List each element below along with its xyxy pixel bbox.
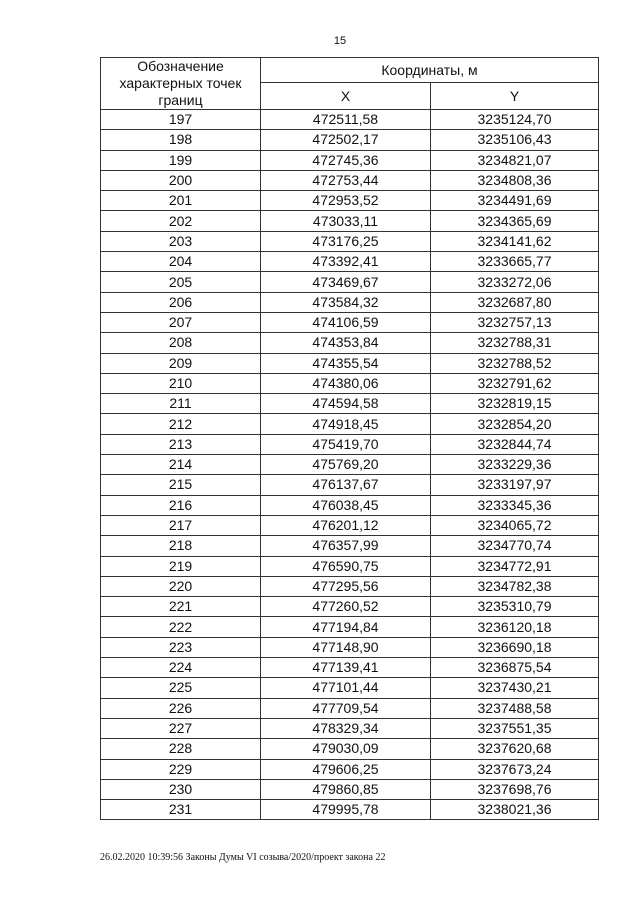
x-coordinate-cell: 473033,11	[261, 211, 431, 231]
x-coordinate-cell: 474353,84	[261, 333, 431, 353]
table-row	[101, 272, 599, 292]
point-number-cell: 221	[101, 597, 261, 617]
x-coordinate-cell: 476357,99	[261, 536, 431, 556]
x-coordinate-cell: 477194,84	[261, 617, 431, 637]
y-coordinate-cell: 3233272,06	[431, 272, 599, 292]
point-number-cell: 213	[101, 434, 261, 454]
table-row	[101, 455, 599, 475]
x-coordinate-cell: 479860,85	[261, 779, 431, 799]
x-coordinate-cell: 474355,54	[261, 353, 431, 373]
point-number-cell: 200	[101, 170, 261, 190]
table-row	[101, 373, 599, 393]
coordinates-table-body	[101, 110, 599, 820]
table-row	[101, 678, 599, 698]
table-row	[101, 292, 599, 312]
point-number-cell: 231	[101, 800, 261, 820]
y-coordinate-cell: 3232791,62	[431, 373, 599, 393]
x-coordinate-cell: 473469,67	[261, 272, 431, 292]
y-coordinate-cell: 3233665,77	[431, 252, 599, 272]
table-row	[101, 536, 599, 556]
x-coordinate-cell: 474106,59	[261, 312, 431, 332]
table-row	[101, 353, 599, 373]
y-coordinate-cell: 3232844,74	[431, 434, 599, 454]
y-coordinate-cell: 3237620,68	[431, 739, 599, 759]
y-coordinate-cell: 3237488,58	[431, 698, 599, 718]
table-row	[101, 231, 599, 251]
x-coordinate-cell: 477295,56	[261, 576, 431, 596]
coordinates-table	[100, 57, 599, 820]
point-number-cell: 225	[101, 678, 261, 698]
point-number-cell: 217	[101, 515, 261, 535]
point-number-cell: 212	[101, 414, 261, 434]
point-number-cell: 207	[101, 312, 261, 332]
x-coordinate-cell: 475769,20	[261, 455, 431, 475]
x-coordinate-cell: 472953,52	[261, 191, 431, 211]
x-column-header: X	[261, 83, 431, 110]
point-number-cell: 203	[101, 231, 261, 251]
point-number-cell: 227	[101, 718, 261, 738]
table-row	[101, 110, 599, 130]
x-coordinate-cell: 477709,54	[261, 698, 431, 718]
x-coordinate-cell: 476201,12	[261, 515, 431, 535]
x-coordinate-cell: 472745,36	[261, 150, 431, 170]
y-coordinate-cell: 3232687,80	[431, 292, 599, 312]
y-coordinate-cell: 3232819,15	[431, 394, 599, 414]
x-coordinate-cell: 475419,70	[261, 434, 431, 454]
point-number-cell: 228	[101, 739, 261, 759]
y-coordinate-cell: 3235124,70	[431, 110, 599, 130]
table-row	[101, 414, 599, 434]
point-number-cell: 219	[101, 556, 261, 576]
y-coordinate-cell: 3233197,97	[431, 475, 599, 495]
y-coordinate-cell: 3232788,52	[431, 353, 599, 373]
point-number-cell: 220	[101, 576, 261, 596]
point-number-cell: 208	[101, 333, 261, 353]
x-coordinate-cell: 472502,17	[261, 130, 431, 150]
x-coordinate-cell: 473584,32	[261, 292, 431, 312]
table-row	[101, 739, 599, 759]
point-number-cell: 204	[101, 252, 261, 272]
y-coordinate-cell: 3234782,38	[431, 576, 599, 596]
point-number-cell: 222	[101, 617, 261, 637]
table-row	[101, 617, 599, 637]
y-coordinate-cell: 3234808,36	[431, 170, 599, 190]
point-number-cell: 218	[101, 536, 261, 556]
x-coordinate-cell: 474594,58	[261, 394, 431, 414]
point-number-cell: 216	[101, 495, 261, 515]
point-number-cell: 214	[101, 455, 261, 475]
y-coordinate-cell: 3232854,20	[431, 414, 599, 434]
x-coordinate-cell: 478329,34	[261, 718, 431, 738]
point-number-cell: 197	[101, 110, 261, 130]
table-row	[101, 475, 599, 495]
x-coordinate-cell: 474918,45	[261, 414, 431, 434]
y-coordinate-cell: 3233345,36	[431, 495, 599, 515]
x-coordinate-cell: 479995,78	[261, 800, 431, 820]
table-row	[101, 252, 599, 272]
point-number-cell: 210	[101, 373, 261, 393]
y-coordinate-cell: 3237698,76	[431, 779, 599, 799]
table-row	[101, 150, 599, 170]
y-coordinate-cell: 3236875,54	[431, 658, 599, 678]
y-coordinate-cell: 3233229,36	[431, 455, 599, 475]
point-number-cell: 224	[101, 658, 261, 678]
point-number-cell: 230	[101, 779, 261, 799]
point-number-cell: 215	[101, 475, 261, 495]
x-coordinate-cell: 477148,90	[261, 637, 431, 657]
x-coordinate-cell: 476137,67	[261, 475, 431, 495]
point-number-cell: 206	[101, 292, 261, 312]
x-coordinate-cell: 479030,09	[261, 739, 431, 759]
y-coordinate-cell: 3237551,35	[431, 718, 599, 738]
table-row	[101, 130, 599, 150]
point-number-cell: 226	[101, 698, 261, 718]
table-row	[101, 800, 599, 820]
point-number-cell: 211	[101, 394, 261, 414]
point-designation-header: Обозначение характерных точек границ	[101, 58, 261, 110]
table-row	[101, 191, 599, 211]
y-coordinate-cell: 3234772,91	[431, 556, 599, 576]
y-coordinate-cell: 3234141,62	[431, 231, 599, 251]
y-coordinate-cell: 3237673,24	[431, 759, 599, 779]
y-coordinate-cell: 3238021,36	[431, 800, 599, 820]
table-row	[101, 495, 599, 515]
table-row	[101, 576, 599, 596]
x-coordinate-cell: 477101,44	[261, 678, 431, 698]
point-number-cell: 223	[101, 637, 261, 657]
table-row	[101, 333, 599, 353]
table-row	[101, 211, 599, 231]
point-number-cell: 201	[101, 191, 261, 211]
x-coordinate-cell: 472753,44	[261, 170, 431, 190]
table-row	[101, 637, 599, 657]
x-coordinate-cell: 472511,58	[261, 110, 431, 130]
table-row	[101, 515, 599, 535]
y-coordinate-cell: 3236690,18	[431, 637, 599, 657]
y-coordinate-cell: 3232757,13	[431, 312, 599, 332]
y-column-header: Y	[431, 83, 599, 110]
page-number: 15	[333, 35, 347, 47]
y-coordinate-cell: 3234491,69	[431, 191, 599, 211]
x-coordinate-cell: 477260,52	[261, 597, 431, 617]
x-coordinate-cell: 477139,41	[261, 658, 431, 678]
y-coordinate-cell: 3235310,79	[431, 597, 599, 617]
table-row	[101, 759, 599, 779]
x-coordinate-cell: 473176,25	[261, 231, 431, 251]
x-coordinate-cell: 473392,41	[261, 252, 431, 272]
x-coordinate-cell: 479606,25	[261, 759, 431, 779]
table-row	[101, 658, 599, 678]
table-row	[101, 170, 599, 190]
x-coordinate-cell: 474380,06	[261, 373, 431, 393]
point-number-cell: 209	[101, 353, 261, 373]
y-coordinate-cell: 3237430,21	[431, 678, 599, 698]
table-row	[101, 312, 599, 332]
point-number-cell: 199	[101, 150, 261, 170]
x-coordinate-cell: 476038,45	[261, 495, 431, 515]
coordinates-header: Координаты, м	[261, 58, 599, 83]
y-coordinate-cell: 3235106,43	[431, 130, 599, 150]
point-number-cell: 229	[101, 759, 261, 779]
table-row	[101, 718, 599, 738]
y-coordinate-cell: 3234770,74	[431, 536, 599, 556]
table-row	[101, 434, 599, 454]
point-number-cell: 198	[101, 130, 261, 150]
y-coordinate-cell: 3234821,07	[431, 150, 599, 170]
y-coordinate-cell: 3234065,72	[431, 515, 599, 535]
y-coordinate-cell: 3236120,18	[431, 617, 599, 637]
point-number-cell: 205	[101, 272, 261, 292]
document-footer: 26.02.2020 10:39:56 Законы Думы VI созыва/2020/проект закона 22	[100, 852, 386, 863]
table-row	[101, 394, 599, 414]
table-row	[101, 556, 599, 576]
y-coordinate-cell: 3234365,69	[431, 211, 599, 231]
x-coordinate-cell: 476590,75	[261, 556, 431, 576]
table-row	[101, 779, 599, 799]
point-number-cell: 202	[101, 211, 261, 231]
table-row	[101, 698, 599, 718]
y-coordinate-cell: 3232788,31	[431, 333, 599, 353]
table-row	[101, 597, 599, 617]
